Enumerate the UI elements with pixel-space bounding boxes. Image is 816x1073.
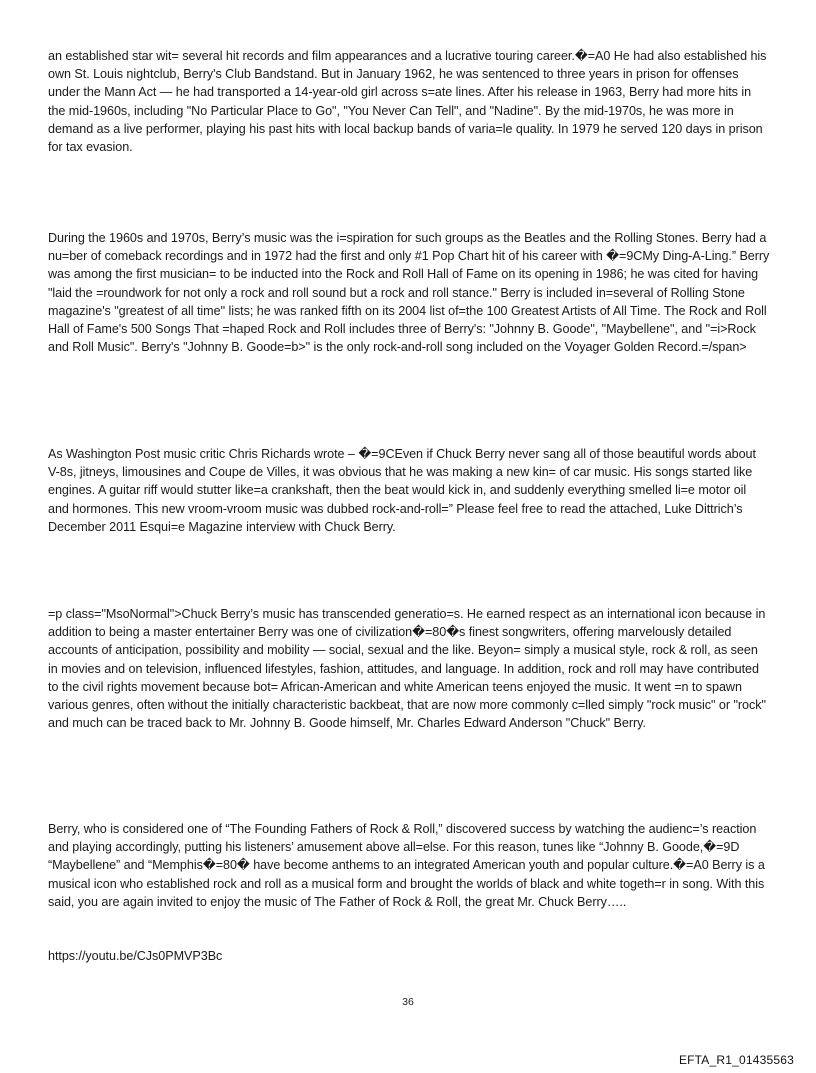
paragraph-founding-father: Berry, who is considered one of “The Founding Fathers of Rock & Roll,” discovered success by watching the audienc=’s reaction and playing accordingly, putting his listeners’ amusement above all=else. For this reason, tunes like “Johnny B. Goode,�=9D “Maybellene” and “Memphis�=80� have become anthems to an integrated American youth and popular culture.�=A0 Berry is a musical icon who established rock and roll as a musical form and brought the worlds of black and white togeth=r in song. With this said, you are again invited to enjoy the music of The Father of Rock & Roll, the great Mr. Chuck Berry….. — [48, 822, 765, 909]
paragraph-legacy: =p class="MsoNormal">Chuck Berry’s music has transcended generatio=s. He earned respect as an international icon because in addition to being a master entertainer Berry was one of civilization�=80�s finest songwriters, offering marvelously detailed accounts of anticipation, possibility and mobility — social, sexual and the like. Beyon= simply a musical style, rock & roll, as seen in movies and on television, influenced lifestyles, fashion, attitudes, and language. In addition, rock and roll may have contributed to the civil rights movement because bot= African-American and white American teens enjoyed the music. It went =n to spawn various genres, often without the initially characteristic backbeat, that are now more commonly c=lled simply "rock music" or "rock" and much can be traced back to Mr. Johnny B. Goode himself, Mr. Charles Edward Anderson "Chuck" Berry. — [48, 607, 766, 731]
youtube-link[interactable]: https://youtu.be/CJs0PMVP3Bc — [48, 949, 223, 963]
page-number: 36 — [402, 996, 414, 1008]
paragraph-car-music: As Washington Post music critic Chris Richards wrote – �=9CEven if Chuck Berry never sang all of those beautiful words about V-8s, jitneys, limousines and Coupe de Villes, it was obvious that he was making a new kin= of car music. His songs started like engines. A guitar riff would stutter like=a crankshaft, then the beat would kick in, and suddenly everything smelled li=e motor oil and hormones. This new vroom-vroom music was dubbed rock-and-roll=” Please feel free to read the attached, Luke Dittrich’s December 2011 Esqui=e Magazine interview with Chuck Berry. — [48, 447, 756, 534]
document-id: EFTA_R1_01435563 — [678, 1053, 794, 1067]
paragraph-influence: During the 1960s and 1970s, Berry’s music was the i=spiration for such groups as the Beatles and the Rolling Stones. Berry had a nu=ber of comeback recordings and in 1972 had the first and only #1 Pop Chart hit of his career with �=9CMy Ding-A-Ling.” Berry was among the first musician= to be inducted into the Rock and Roll Hall of Fame on its opening in 1986; he was cited for having "laid the =roundwork for not only a rock and roll sound but a rock and roll stance." Berry is included in=several of Rolling Stone magazine's "greatest of all time" lists; he was ranked fifth on its 2004 list of=the 100 Greatest Artists of All Time. The Rock and Roll Hall of Fame's 500 Songs That =haped Rock and Roll includes three of Berry's: "Johnny B. Goode", "Maybellene", and "=i>Rock and Roll Music". Berry's "Johnny B. Goode=b>" is the only rock-and-roll song included on the Voyager Golden Record.=/span> — [48, 231, 770, 355]
paragraph-career: an established star wit= several hit records and film appearances and a lucrative touring career.�=A0 He had also established his own St. Louis nightclub, Berry's Club Bandstand. But in January 1962, he was sentenced to three years in prison for offenses under the Mann Act — he had transported a 14-year-old girl across s=ate lines. After his release in 1963, Berry had more hits in the mid-1960s, including "No Particular Place to Go", "You Never Can Tell", and "Nadine". By the mid-1970s, he was more in demand as a live performer, playing his past hits with local backup bands of varia=le quality. In 1979 he served 120 days in prison for tax evasion. — [48, 49, 767, 155]
